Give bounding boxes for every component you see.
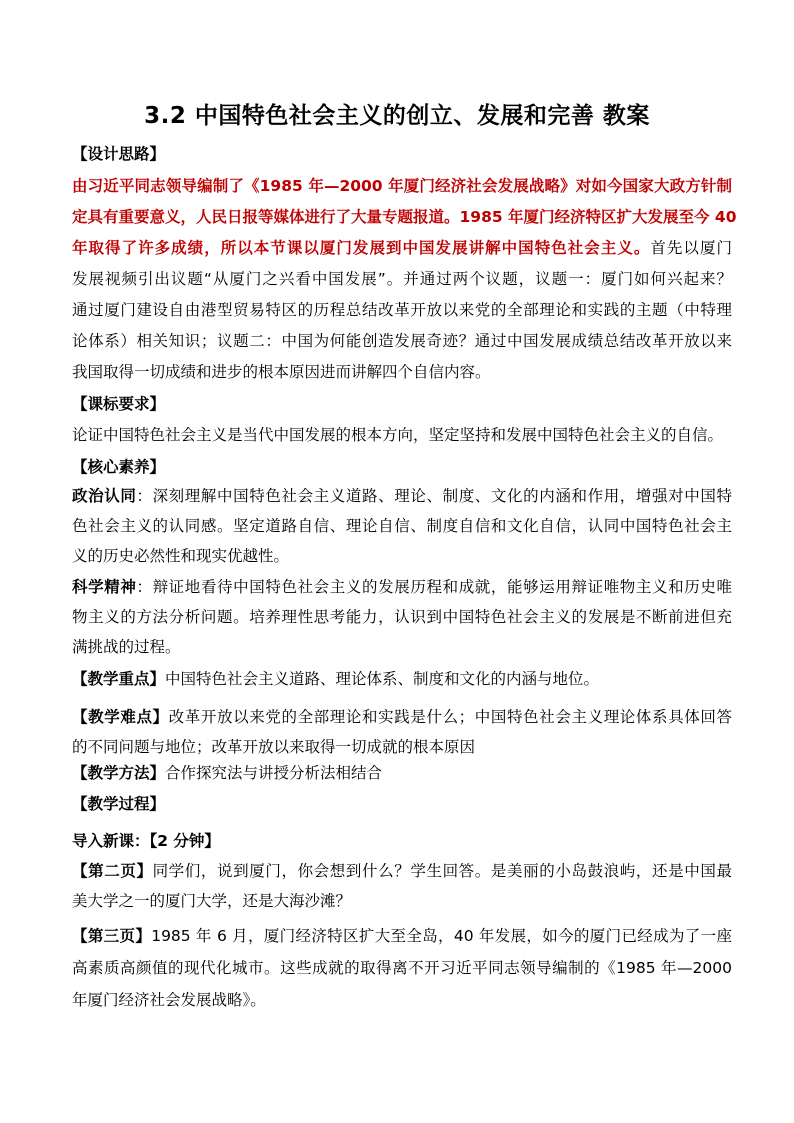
page3-line-3: 年厦门经济社会发展战略》。 <box>72 991 266 1009</box>
design-line-5: 通过厦门建设自由港型贸易特区的历程总结改革开放以来党的全部理论和实践的主题（中特理 <box>72 301 732 319</box>
key-point-text: 中国特色社会主义道路、理论体系、制度和文化的内涵与地位。 <box>165 670 600 688</box>
design-line-1-red: 由习近平同志领导编制了《1985 年—2000 年厦门经济社会发展战略》对如今国家大政方针制 <box>72 177 732 195</box>
page2-line-2: 美大学之一的厦门大学，还是大海沙滩？ <box>72 892 352 910</box>
process-heading: 【教学过程】 <box>72 795 166 813</box>
science-line-2: 物主义的方法分析问题。培养理性思考能力，认识到中国特色社会主义的发展是不断前进但充 <box>72 608 732 626</box>
design-line-3-plain: 首先以厦门 <box>650 239 732 257</box>
key-point <box>72 667 732 691</box>
page2-line-1-text: 同学们，说到厦门，你会想到什么？学生回答。是美丽的小岛鼓浪屿，还是中国最 <box>152 862 732 880</box>
science-label: 科学精神 <box>72 578 137 596</box>
design-line-3-red: 年取得了许多成绩，所以本节课以厦门发展到中国发展讲解中国特色社会主义。 <box>72 239 651 257</box>
science-line-3: 满挑战的过程。 <box>72 638 181 656</box>
standard-heading: 【课标要求】 <box>72 395 166 413</box>
design-line-7: 我国取得一切成绩和进步的根本原因进而讲解四个自信内容。 <box>72 363 491 381</box>
page3-label: 【第三页】 <box>72 927 152 945</box>
page2-label: 【第二页】 <box>72 862 153 880</box>
method-text: 合作探究法与讲授分析法相结合 <box>165 764 383 782</box>
politics-line-2: 色社会主义的认同感。坚定道路自信、理论自信、制度自信和文化自信，认同中国特色社会主 <box>72 517 732 535</box>
literacy-heading: 【核心素养】 <box>72 458 166 476</box>
standard-text: 论证中国特色社会主义是当代中国发展的根本方向，坚定坚持和发展中国特色社会主义的自信。 <box>72 426 724 444</box>
science-line-1-text: ：辩证地看待中国特色社会主义的发展历程和成就，能够运用辩证唯物主义和历史唯 <box>136 578 732 596</box>
page3-line-2: 高素质高颜值的现代化城市。这些成就的取得离不开习近平同志领导编制的《1985 年—2000 <box>72 959 732 977</box>
document-title: 3.2 中国特色社会主义的创立、发展和完善 教案 <box>144 103 650 129</box>
design-line-3 <box>72 236 732 260</box>
science-line-1 <box>72 575 732 599</box>
page3-line-1 <box>72 924 732 948</box>
design-line-2 <box>72 205 737 229</box>
page2-line-1 <box>72 859 732 883</box>
politics-label: 政治认同 <box>72 487 137 505</box>
intro-heading: 导入新课：【2 分钟】 <box>72 832 220 850</box>
method <box>72 761 732 785</box>
difficulty-line-2: 的不同问题与地位；改革开放以来取得一切成就的根本原因 <box>72 738 476 756</box>
design-line-6: 论体系）相关知识；议题二：中国为何能创造发展奇迹？通过中国发展成绩总结改革开放以来 <box>72 332 732 350</box>
method-heading: 【教学方法】 <box>72 764 166 782</box>
difficulty-line-1-text: 改革开放以来党的全部理论和实践是什么；中国特色社会主义理论体系具体回答 <box>168 708 732 726</box>
page3-line-1-text: 1985 年 6 月，厦门经济特区扩大至全岛，40 年发展，如今的厦门已经成为了一座 <box>151 927 732 945</box>
politics-line-3: 义的历史必然性和现实优越性。 <box>72 547 290 565</box>
design-heading: 【设计思路】 <box>72 145 166 163</box>
politics-line-1-text: ：深刻理解中国特色社会主义道路、理论、制度、文化的内涵和作用，增强对中国特 <box>136 487 732 505</box>
difficulty-heading: 【教学难点】 <box>72 708 169 726</box>
key-point-heading: 【教学重点】 <box>72 670 166 688</box>
design-line-4: 发展视频引出议题“从厦门之兴看中国发展”。并通过两个议题，议题一：厦门如何兴起来？ <box>72 270 732 288</box>
difficulty-line-1 <box>72 705 732 729</box>
design-line-2-red: 定具有重要意义，人民日报等媒体进行了大量专题报道。1985 年厦门经济特区扩大发展至今 40 <box>72 208 737 226</box>
politics-line-1 <box>72 484 732 508</box>
design-line-1 <box>72 174 732 198</box>
